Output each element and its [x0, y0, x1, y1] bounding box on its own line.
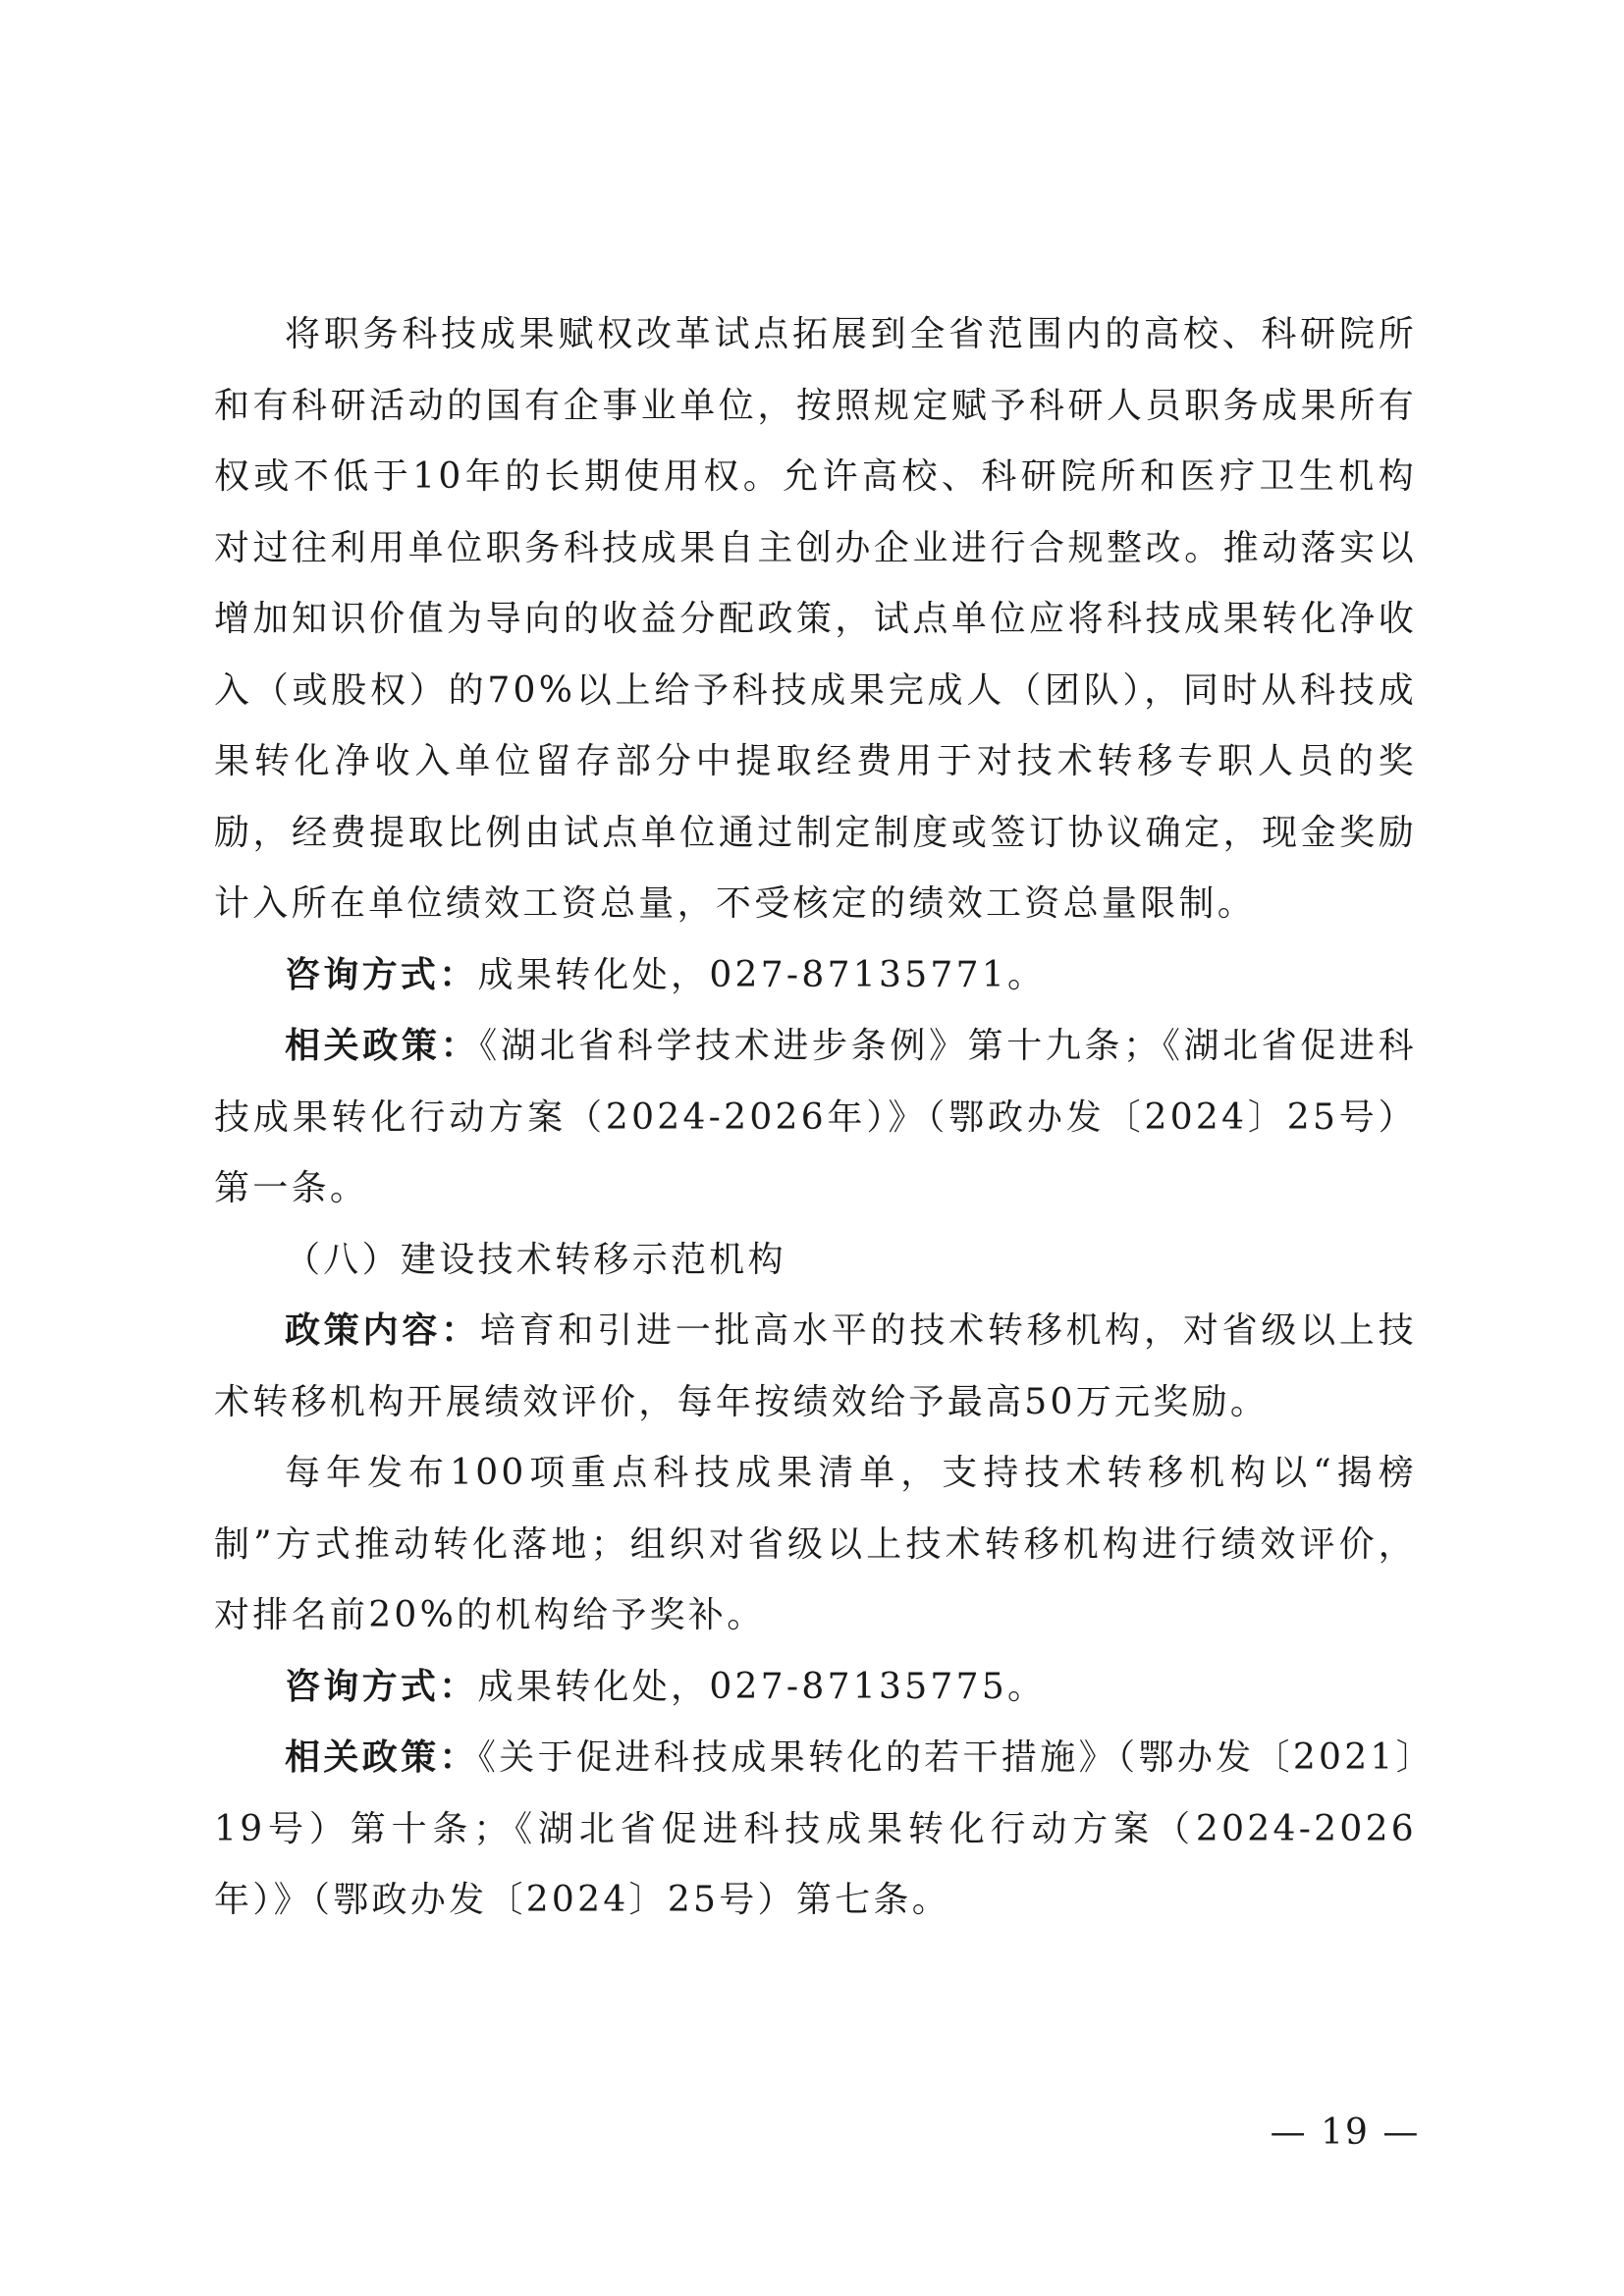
consult-label: 咨询方式： [285, 954, 478, 995]
policy-label: 相关政策： [285, 1026, 480, 1066]
page-number: — 19 — [1270, 2112, 1421, 2153]
section-heading-8: （八）建设技术转移示范机构 [285, 1239, 786, 1280]
paragraph-policy-1 [214, 1011, 1417, 1225]
document-body [214, 299, 1417, 1937]
paragraph-achievement-list: 每年发布100项重点科技成果清单，支持技术转移机构以“揭榜制”方式推动转化落地；组织对省级以上技术转移机构进行绩效评价，对排名前20%的机构给予奖补。 [214, 1453, 1417, 1635]
paragraph-reform-pilot: 将职务科技成果赋权改革试点拓展到全省范围内的高校、科研院所和有科研活动的国有企事业单位，按照规定赋予科研人员职务成果所有权或不低于10年的长期使用权。允许高校、科研院所和医疗卫生机构对过往利用单位职务科技成果自主创办企业进行合规整改。推动落实以增加知识价值为导向的收益分配政策，试点单位应将科技成果转化净收入（或股权）的70%以上给予科技成果完成人（团队），同时从科技成果转化净收入单位留存部分中提取经费用于对技术转移专职人员的奖励，经费提取比例由试点单位通过制定制度或签订协议确定，现金奖励计入所在单位绩效工资总量，不受核定的绩效工资总量限制。 [214, 314, 1417, 924]
content-text: 培育和引进一批高水平的技术转移机构，对省级以上技术转移机构开展绩效评价，每年按绩效给予最高50万元奖励。 [214, 1310, 1417, 1422]
policy-label: 相关政策： [285, 1737, 478, 1778]
paragraph-content-8 [214, 1296, 1417, 1438]
consult-label: 咨询方式： [285, 1666, 478, 1707]
paragraph-consult-2 [214, 1652, 1417, 1724]
consult-text: 成果转化处，027-87135775。 [477, 1666, 1047, 1707]
paragraph-consult-1 [214, 940, 1417, 1012]
paragraph-policy-2 [214, 1723, 1417, 1937]
policy-text: 《湖北省科学技术进步条例》第十九条；《湖北省促进科技成果转化行动方案（2024-2026年）》（鄂政办发〔2024〕25号）第一条。 [214, 1026, 1417, 1208]
policy-text: 《关于促进科技成果转化的若干措施》（鄂办发〔2021〕19号）第十条；《湖北省促进科技成果转化行动方案（2024-2026年）》（鄂政办发〔2024〕25号）第七条。 [214, 1737, 1417, 1920]
content-label: 政策内容： [285, 1310, 480, 1351]
consult-text: 成果转化处，027-87135771。 [477, 954, 1047, 995]
